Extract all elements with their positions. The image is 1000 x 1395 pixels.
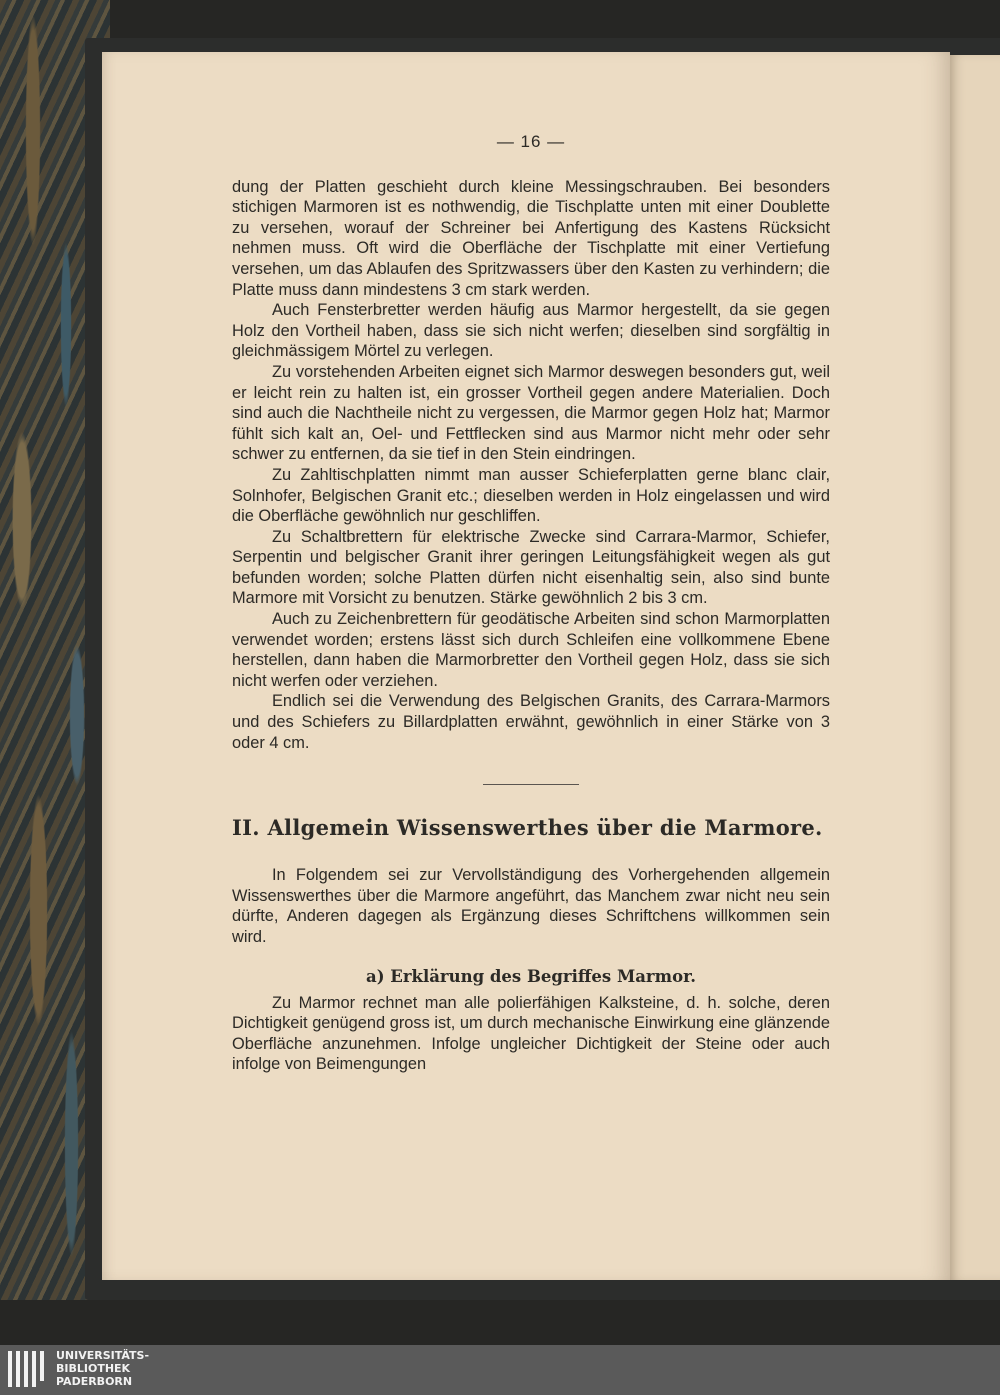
library-logo-text: UNIVERSITÄTS- BIBLIOTHEK PADERBORN xyxy=(56,1349,150,1388)
subsection-heading: a) Erklärung des Begriffes Marmor. xyxy=(366,966,696,986)
library-footer xyxy=(0,1345,1000,1395)
paragraph: Auch zu Zeichenbrettern für geodätische Arbeiten sind schon Marmorplatten verwendet worden; erstens lässt sich durch Schleifen eine vollkommene Ebene herstellen, dann haben die Marmorbretter den Vortheil gegen Holz, dass sie sich nicht werfen oder verziehen. xyxy=(232,610,830,690)
section-divider xyxy=(483,784,579,785)
paragraph: Zu Schaltbrettern für elektrische Zwecke sind Carrara-Marmor, Schiefer, Serpentin und belgischer Granit ihrer geringen Leitungsfähigkeit wegen als gut befunden worden; solche Platten dürfen nicht eisenhaltig sein, also sind bunte Marmore mit Vorsicht zu benutzen. Stärke gewöhnlich 2 bis 3 cm. xyxy=(232,527,830,608)
library-logo-icon xyxy=(8,1351,46,1387)
page-number: — 16 — xyxy=(496,132,566,151)
page-content xyxy=(232,132,830,1075)
section-heading: II. Allgemein Wissenswerthes über die Marmore. xyxy=(232,815,823,841)
facing-page-edge xyxy=(950,55,1000,1280)
paragraph: Auch Fensterbretter werden häufig aus Marmor hergestellt, da sie gegen Holz den Vortheil haben, dass sie sich nicht werfen; dieselben sind sorgfältig in gleichmässigem Mörtel zu verlegen. xyxy=(232,301,830,361)
paragraph: Zu Marmor rechnet man alle polierfähigen Kalksteine, d. h. solche, deren Dichtigkeit genügend gross ist, um durch mechanische Einwirkung eine glänzende Oberfläche anzunehmen. Infolge ungleicher Dichtigkeit der Steine oder auch infolge von Beimengungen xyxy=(232,993,830,1074)
paragraph: Endlich sei die Verwendung des Belgischen Granits, des Carrara-Marmors und des Schiefers zu Billardplatten erwähnt, gewöhnlich in einer Stärke von 3 oder 4 cm. xyxy=(232,692,830,752)
paragraph: Zu Zahltischplatten nimmt man ausser Schieferplatten gerne blanc clair, Solnhofer, Belgischen Granit etc.; dieselben werden in Holz eingelassen und wird die Oberfläche gewöhnlich nur geschliffen. xyxy=(232,465,830,526)
paragraph: dung der Platten geschieht durch kleine Messingschrauben. Bei besonders stichigen Marmoren ist es nothwendig, die Tischplatte unten mit einer Doublette zu versehen, worauf der Schreiner bei Anfertigung des Kastens Rücksicht nehmen muss. Oft wird die Oberfläche der Tischplatte mit einer Vertiefung versehen, um das Ablaufen des Spritzwassers über den Kasten zu verhindern; die Platte muss dann mindestens 3 cm stark werden. xyxy=(232,177,830,299)
paragraph: In Folgendem sei zur Vervollständigung des Vorhergehenden allgemein Wissenswerthes über die Marmore angeführt, das Manchem zwar nicht neu sein dürfte, Anderen dagegen als Ergänzung dieses Schriftchens willkommen sein wird. xyxy=(232,866,830,946)
paragraph: Zu vorstehenden Arbeiten eignet sich Marmor deswegen besonders gut, weil er leicht rein zu halten ist, ein grosser Vortheil gegen andere Materialien. Doch sind auch die Nachtheile nicht zu vergessen, die Marmor gegen Holz hat; Marmor fühlt sich kalt an, Oel- und Fettflecken sind aus Marmor nicht mehr oder sehr schwer zu entfernen, da sie tief in den Stein eindringen. xyxy=(232,362,830,464)
